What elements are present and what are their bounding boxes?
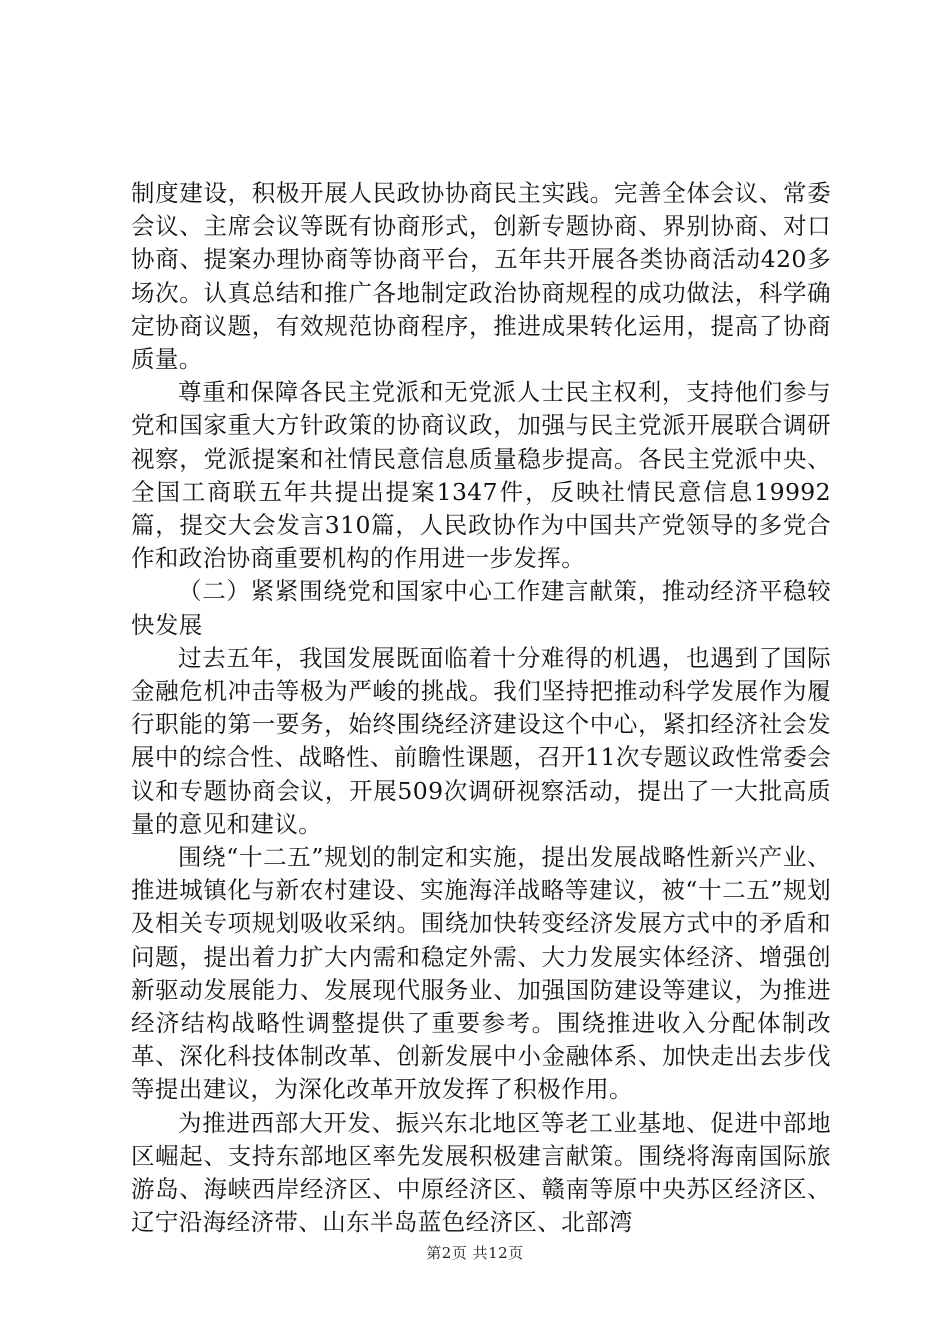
body-text (131, 177, 831, 1240)
section-heading: （二）紧紧围绕党和国家中心工作建言献策，推动经济平稳较快发展 (131, 577, 831, 639)
page-number-footer: 第2页 共12页 (426, 1244, 524, 1262)
paragraph: 为推进西部大开发、振兴东北地区等老工业基地、促进中部地区崛起、支持东部地区率先发展积极建言献策。围绕将海南国际旅游岛、海峡西岸经济区、中原经济区、赣南等原中央苏区经济区、辽宁沿海经济带、山东半岛蓝色经济区、北部湾 (131, 1108, 831, 1237)
paragraph-continuation: 制度建设，积极开展人民政协协商民主实践。完善全体会议、常委会议、主席会议等既有协商形式，创新专题协商、界别协商、对口协商、提案办理协商等协商平台，五年共开展各类协商活动420多场次。认真总结和推广各地制定政治协商规程的成功做法，科学确定协商议题，有效规范协商程序，推进成果转化运用，提高了协商质量。 (131, 179, 831, 374)
paragraph: 围绕“十二五”规划的制定和实施，提出发展战略性新兴产业、推进城镇化与新农村建设、实施海洋战略等建议，被“十二五”规划及相关专项规划吸收采纳。围绕加快转变经济发展方式中的矛盾和问题，提出着力扩大内需和稳定外需、大力发展实体经济、增强创新驱动发展能力、发展现代服务业、加强国防建设等建议，为推进经济结构战略性调整提供了重要参考。围绕推进收入分配体制改革、深化科技体制改革、创新发展中小金融体系、加快走出去步伐等提出建议，为深化改革开放发挥了积极作用。 (131, 843, 831, 1104)
paragraph: 过去五年，我国发展既面临着十分难得的机遇，也遇到了国际金融危机冲击等极为严峻的挑战。我们坚持把推动科学发展作为履行职能的第一要务，始终围绕经济建设这个中心，紧扣经济社会发展中的综合性、战略性、前瞻性课题，召开11次专题议政性常委会议和专题协商会议，开展509次调研视察活动，提出了一大批高质量的意见和建议。 (131, 643, 831, 838)
paragraph: 尊重和保障各民主党派和无党派人士民主权利，支持他们参与党和国家重大方针政策的协商议政，加强与民主党派开展联合调研视察，党派提案和社情民意信息质量稳步提高。各民主党派中央、全国工商联五年共提出提案1347件，反映社情民意信息19992篇，提交大会发言310篇，人民政协作为中国共产党领导的多党合作和政治协商重要机构的作用进一步发挥。 (131, 378, 831, 573)
